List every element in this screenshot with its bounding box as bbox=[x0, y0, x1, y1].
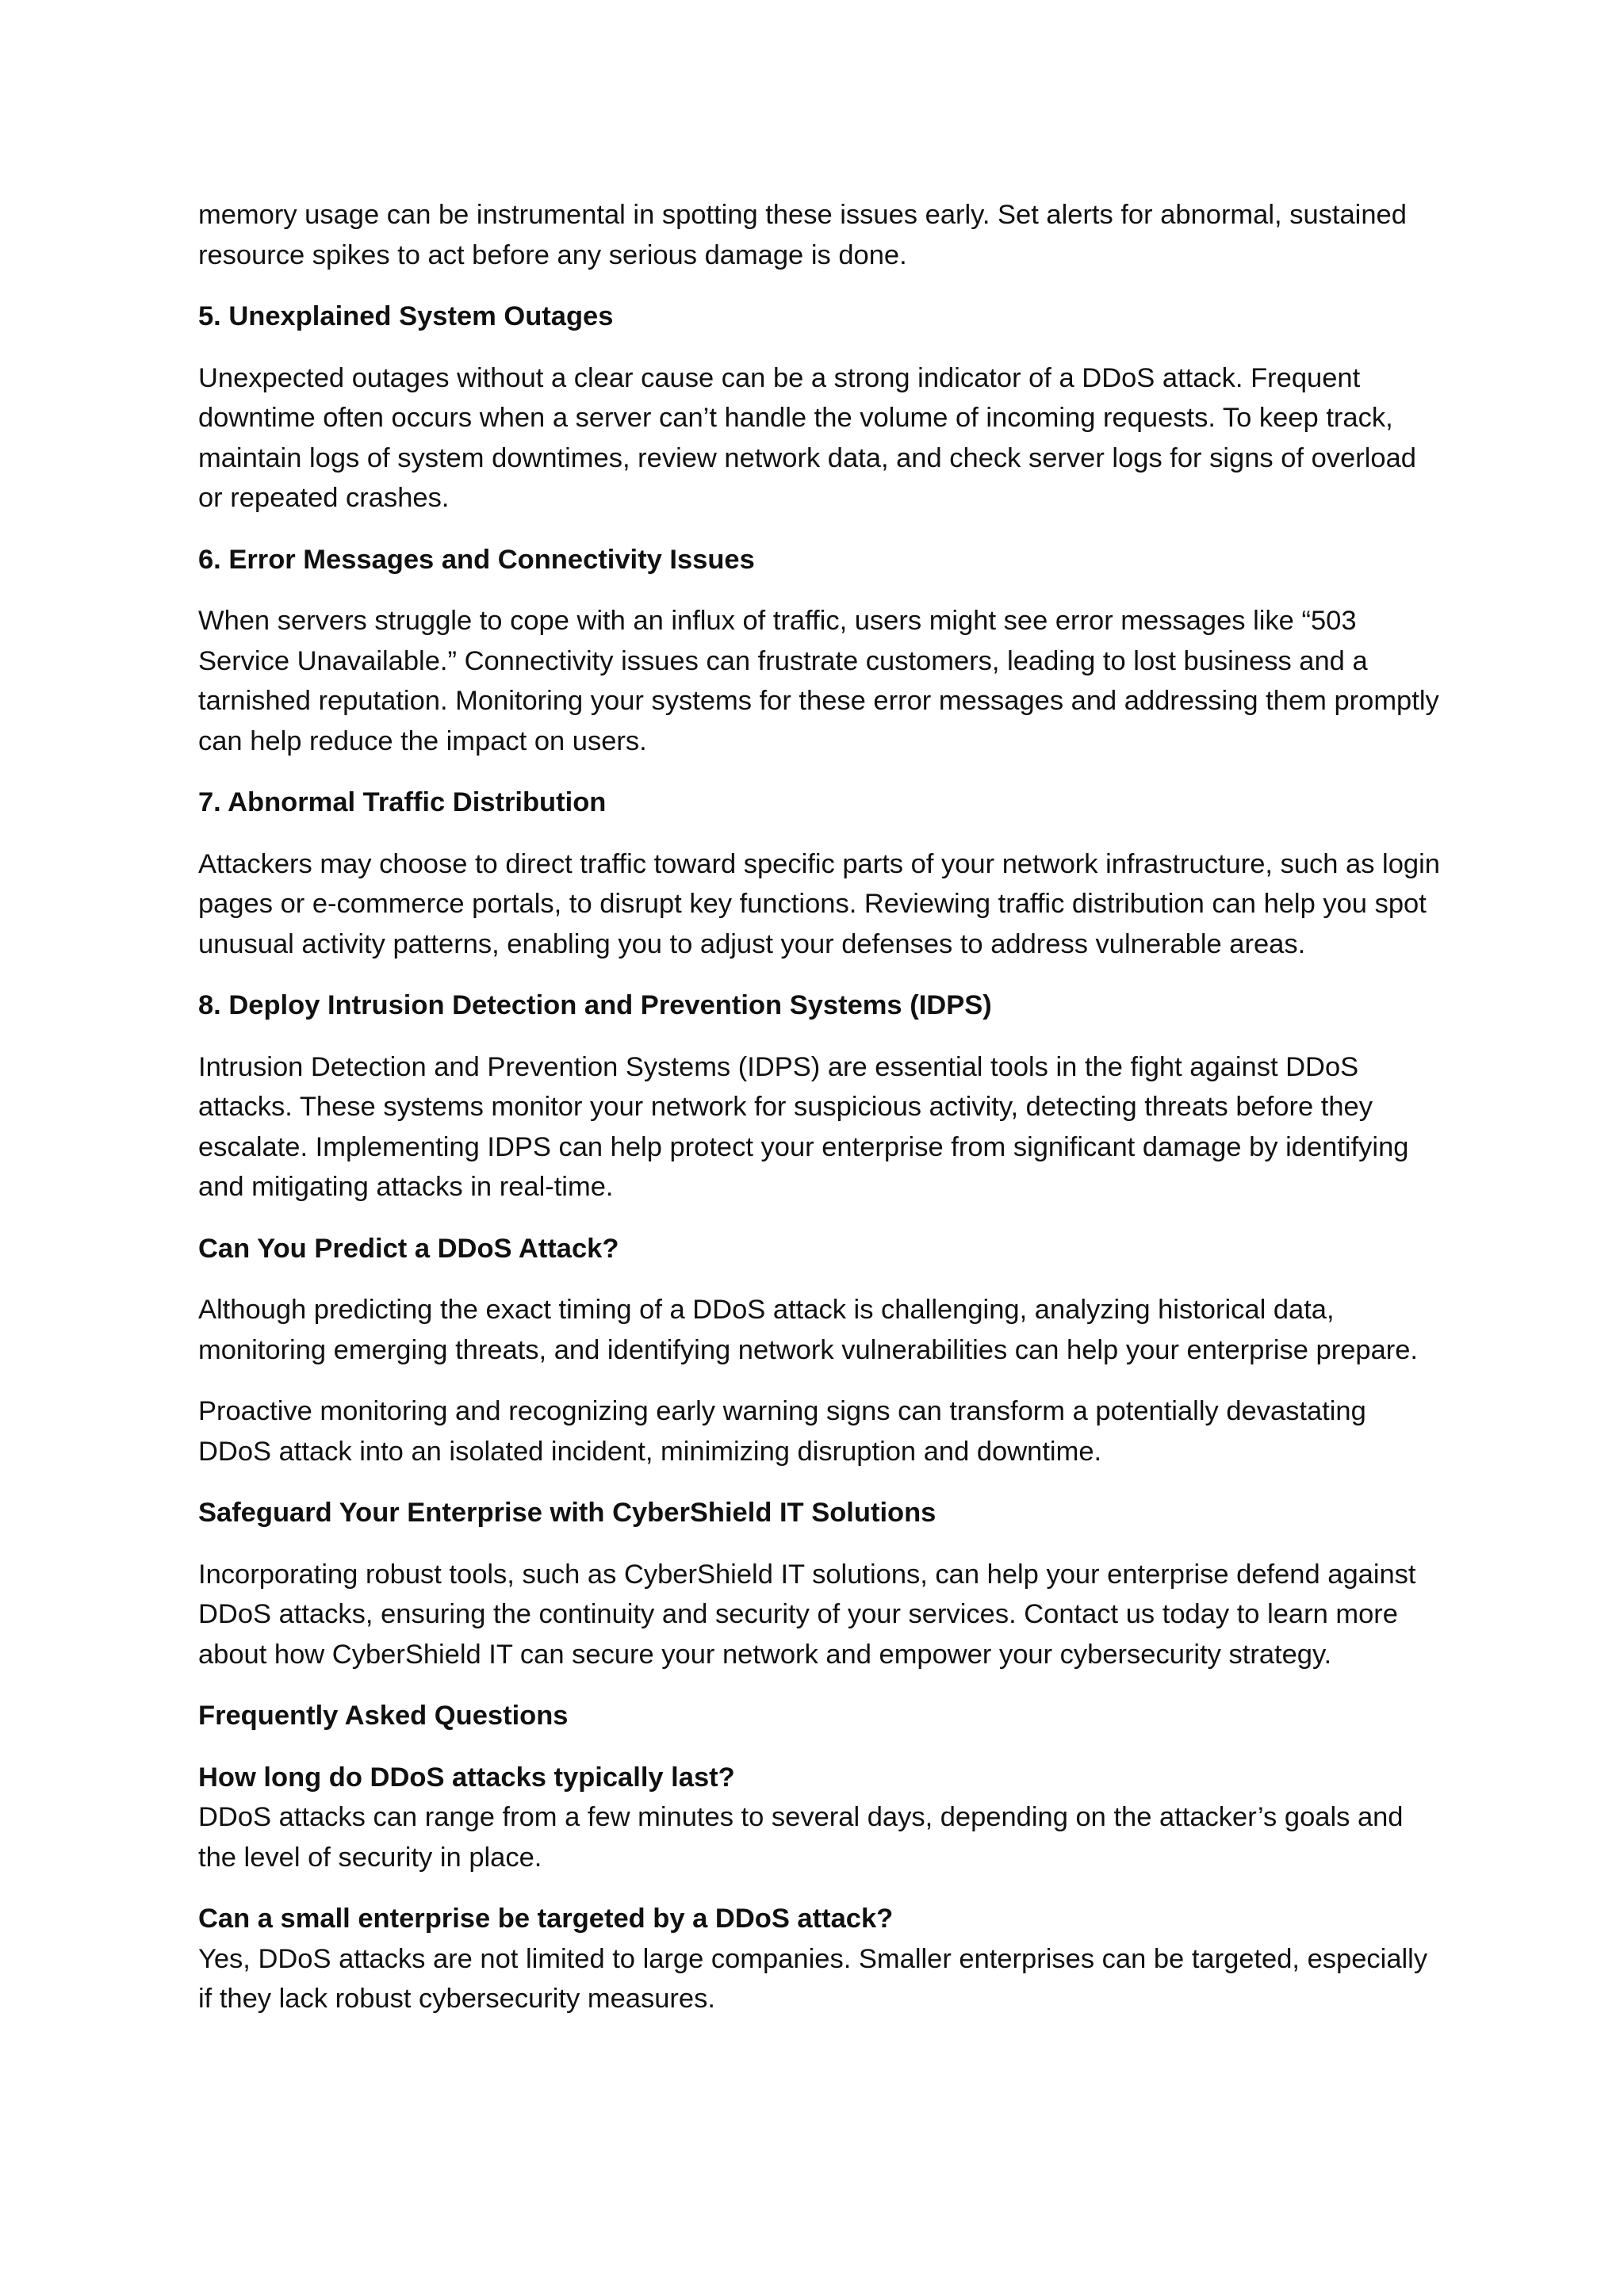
safeguard-heading: Safeguard Your Enterprise with CyberShield IT Solutions bbox=[198, 1498, 936, 1528]
intro-paragraph: memory usage can be instrumental in spotting these issues early. Set alerts for abnormal, sustained resource spikes to act before any serious damage is done. bbox=[198, 200, 1407, 270]
section-8-heading: 8. Deploy Intrusion Detection and Prevention Systems (IDPS) bbox=[198, 990, 992, 1020]
predict-body-1: Although predicting the exact timing of a DDoS attack is challenging, analyzing historical data, monitoring emerging threats, and identifying network vulnerabilities can help your enterprise prepare. bbox=[198, 1295, 1419, 1365]
predict-heading: Can You Predict a DDoS Attack? bbox=[198, 1233, 619, 1264]
faq-answer: Yes, DDoS attacks are not limited to large companies. Smaller enterprises can be targeted, especially if they lack robust cybersecurity measures. bbox=[198, 1943, 1428, 2014]
faq-question: How long do DDoS attacks typically last? bbox=[198, 1762, 735, 1793]
section-6-body: When servers struggle to cope with an influx of traffic, users might see error messages like “503 Service Unavailable.” Connectivity issues can frustrate customers, leading to lost business and a tarnished reputation. Monitoring your systems for these error messages and addressing them promptly can help reduce the impact on users. bbox=[198, 606, 1439, 756]
faq-item bbox=[198, 1899, 1443, 2019]
safeguard-body: Incorporating robust tools, such as CyberShield IT solutions, can help your enterprise defend against DDoS attacks, ensuring the continuity and security of your services. Contact us today to learn more about how CyberShield IT can secure your network and empower your cybersecurity strategy. bbox=[198, 1559, 1416, 1670]
document-page bbox=[198, 195, 1443, 2041]
faq-heading: Frequently Asked Questions bbox=[198, 1701, 569, 1731]
section-8-body: Intrusion Detection and Prevention Systems (IDPS) are essential tools in the fight against DDoS attacks. These systems monitor your network for suspicious activity, detecting threats before they escalate. Implementing IDPS can help protect your enterprise from significant damage by identifying and mitigating attacks in real-time. bbox=[198, 1051, 1409, 1202]
faq-answer: DDoS attacks can range from a few minutes to several days, depending on the attacker’s goals and the level of security in place. bbox=[198, 1802, 1404, 1873]
predict-body-2: Proactive monitoring and recognizing early warning signs can transform a potentially devastating DDoS attack into an isolated incident, minimizing disruption and downtime. bbox=[198, 1396, 1366, 1467]
section-5-heading: 5. Unexplained System Outages bbox=[198, 301, 614, 331]
section-7-body: Attackers may choose to direct traffic toward specific parts of your network infrastructure, such as login pages or e-commerce portals, to disrupt key functions. Reviewing traffic distribution can help you spot unusual activity patterns, enabling you to adjust your defenses to address vulnerable areas. bbox=[198, 848, 1440, 959]
section-5-body: Unexpected outages without a clear cause can be a strong indicator of a DDoS attack. Frequent downtime often occurs when a server can’t handle the volume of incoming requests. To keep track, maintain logs of system downtimes, review network data, and check server logs for signs of overload or repeated crashes. bbox=[198, 362, 1416, 513]
section-6-heading: 6. Error Messages and Connectivity Issues bbox=[198, 544, 755, 575]
faq-question: Can a small enterprise be targeted by a DDoS attack? bbox=[198, 1904, 894, 1934]
faq-item bbox=[198, 1758, 1443, 1878]
section-7-heading: 7. Abnormal Traffic Distribution bbox=[198, 787, 607, 817]
